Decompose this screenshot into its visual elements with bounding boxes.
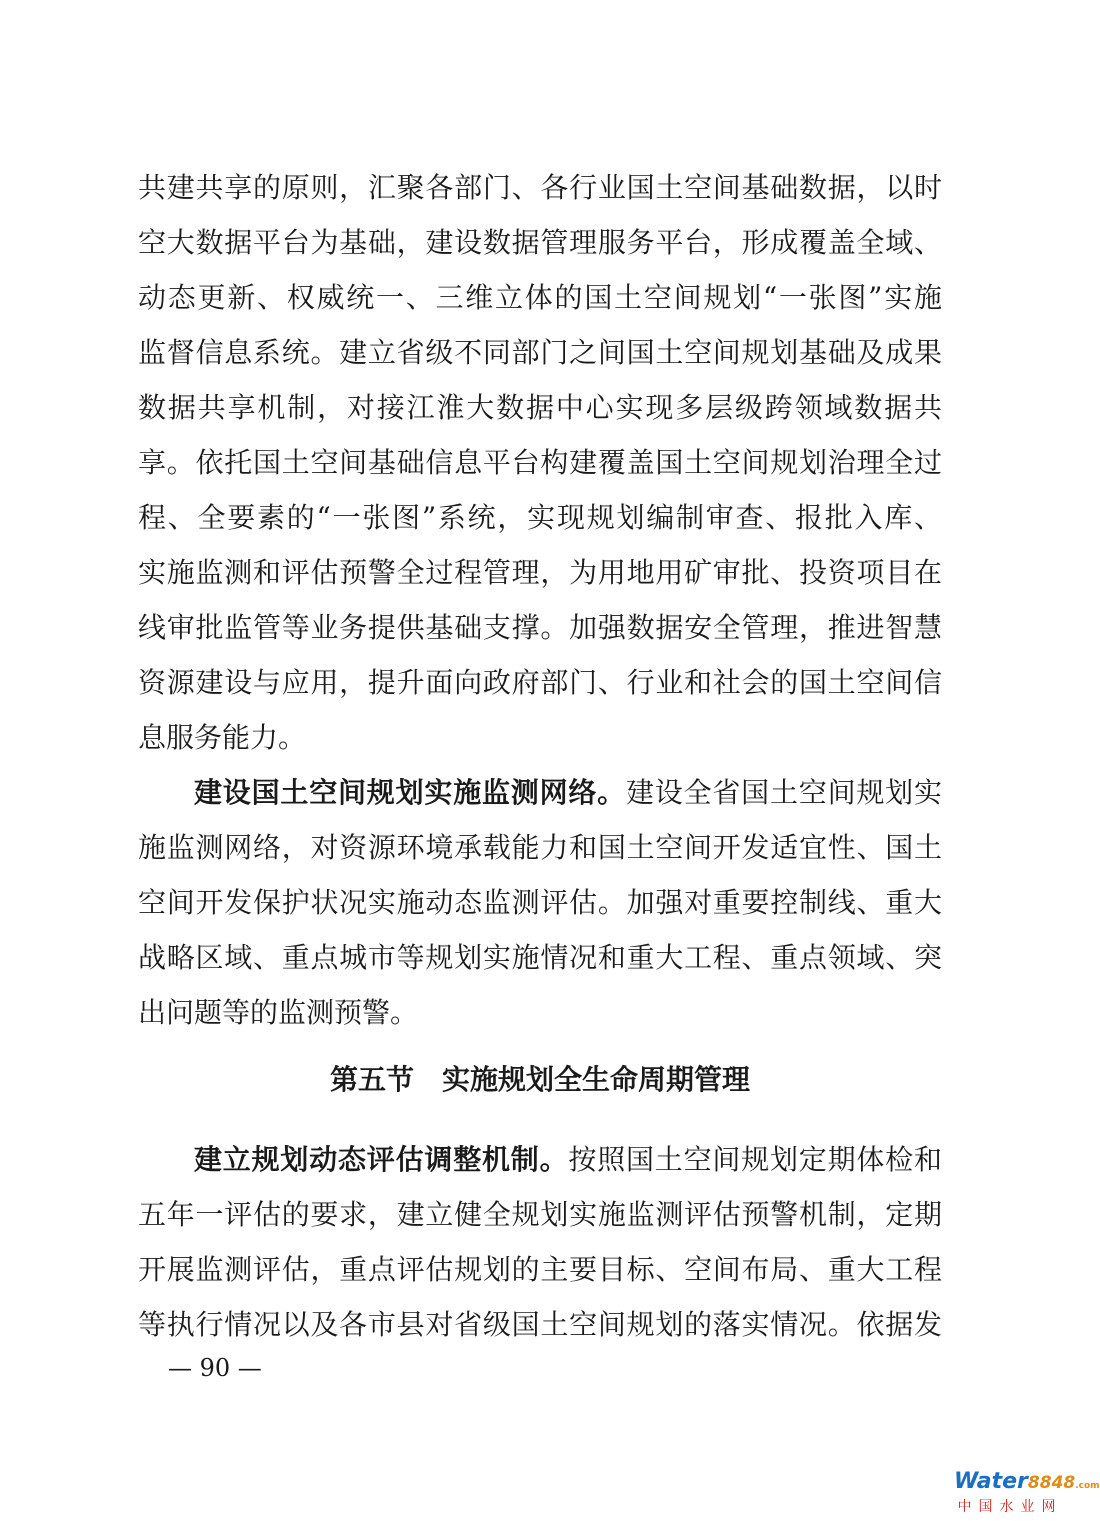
paragraph-2-line-1 xyxy=(194,776,942,810)
paragraph-1-line-4: 监督信息系统。建立省级不同部门之间国土空间规划基础及成果 xyxy=(138,336,942,369)
paragraph-3-line-2: 五年一评估的要求，建立健全规划实施监测评估预警机制，定期 xyxy=(138,1198,942,1231)
paragraph-2-lead-heading: 建设国土空间规划实施监测网络。 xyxy=(194,776,626,809)
paragraph-3-line-4: 等执行情况以及各市县对省级国土空间规划的落实情况。依据发 xyxy=(138,1308,942,1341)
paragraph-1-line-1: 共建共享的原则，汇聚各部门、各行业国土空间基础数据，以时 xyxy=(138,171,942,204)
paragraph-1-line-8: 实施监测和评估预警全过程管理，为用地用矿审批、投资项目在 xyxy=(138,556,942,589)
paragraph-2-line-5: 出问题等的监测预警。 xyxy=(138,996,419,1029)
paragraph-1-line-9: 线审批监管等业务提供基础支撑。加强数据安全管理，推进智慧 xyxy=(138,611,942,644)
paragraph-3-lead-heading: 建立规划动态评估调整机制。 xyxy=(194,1143,569,1176)
watermark-brand: Water8848.com xyxy=(954,1469,1100,1494)
paragraph-1-line-3: 动态更新、权威统一、三维立体的国土空间规划“一张图”实施 xyxy=(138,281,942,314)
paragraph-1-line-5: 数据共享机制，对接江淮大数据中心实现多层级跨领域数据共 xyxy=(138,391,942,424)
paragraph-1-line-6: 享。依托国土空间基础信息平台构建覆盖国土空间规划治理全过 xyxy=(138,446,942,479)
watermark-tagline: 中国水业网 xyxy=(957,1499,1063,1515)
paragraph-2-line-1-text: 建设全省国土空间规划实 xyxy=(625,776,942,809)
paragraph-1-line-11: 息服务能力。 xyxy=(138,721,307,754)
paragraph-3-line-3: 开展监测评估，重点评估规划的主要目标、空间布局、重大工程 xyxy=(138,1253,942,1286)
paragraph-2-line-2: 施监测网络，对资源环境承载能力和国土空间开发适宜性、国土 xyxy=(138,831,942,864)
watermark-logo xyxy=(954,1469,1100,1515)
paragraph-1-line-10: 资源建设与应用，提升面向政府部门、行业和社会的国土空间信 xyxy=(138,666,942,699)
paragraph-2-line-4: 战略区域、重点城市等规划实施情况和重大工程、重点领域、突 xyxy=(138,941,942,974)
section-heading: 第五节 实施规划全生命周期管理 xyxy=(329,1063,750,1096)
paragraph-3-line-1 xyxy=(194,1143,942,1177)
page-number: — 90 — xyxy=(168,1354,262,1382)
paragraph-3-line-1-text: 按照国土空间规划定期体检和 xyxy=(568,1143,942,1176)
paragraph-1-line-2: 空大数据平台为基础，建设数据管理服务平台，形成覆盖全域、 xyxy=(138,226,942,259)
paragraph-1-line-7: 程、全要素的“一张图”系统，实现规划编制审查、报批入库、 xyxy=(138,501,942,534)
paragraph-2-line-3: 空间开发保护状况实施动态监测评估。加强对重要控制线、重大 xyxy=(138,886,942,919)
